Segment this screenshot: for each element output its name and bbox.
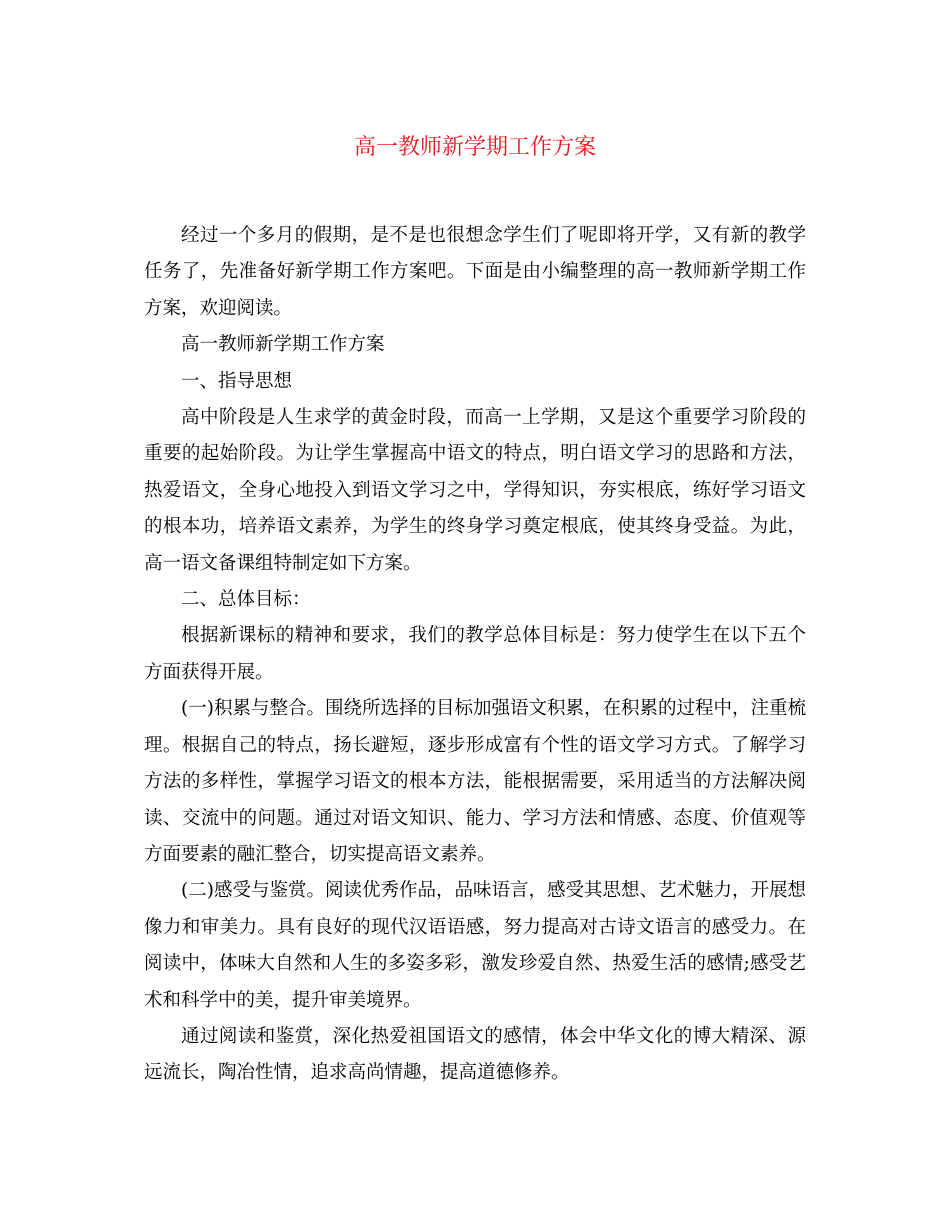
section-heading-guiding-ideology: 一、指导思想 — [181, 370, 293, 392]
paragraph-intro: 经过一个多月的假期，是不是也很想念学生们了呢即将开学，又有新的教学任务了，先准备好新学期工作方案吧。下面是由小编整理的高一教师新学期工作方案，欢迎阅读。 — [144, 225, 806, 319]
document-title: 高一教师新学期工作方案 — [353, 135, 596, 160]
paragraph-heading: 高一教师新学期工作方案 — [181, 334, 385, 356]
paragraph-accumulation-integration: (一)积累与整合。围绕所选择的目标加强语文积累，在积累的过程中，注重梳理。根据自己的特点，扬长避短，逐步形成富有个性的语文学习方式。了解学习方法的多样性，掌握学习语文的根本方法，能根据需要，采用适当的方法解决阅读、交流中的问题。通过对语文知识、能力、学习方法和情感、态度、价值观等方面要素的融汇整合，切实提高语文素养。 — [144, 698, 806, 865]
document-body — [144, 218, 806, 1092]
paragraph-overall-goals: 根据新课标的精神和要求，我们的教学总体目标是：努力使学生在以下五个方面获得开展。 — [144, 625, 806, 683]
paragraph-reading-appreciation: 通过阅读和鉴赏，深化热爱祖国语文的感情，体会中华文化的博大精深、源远流长，陶冶性情，追求高尚情趣，提高道德修养。 — [144, 1025, 806, 1084]
paragraph-appreciation: (二)感受与鉴赏。阅读优秀作品，品味语言，感受其思想、艺术魅力，开展想像力和审美力。具有良好的现代汉语语感，努力提高对古诗文语言的感受力。在阅读中，体味大自然和人生的多姿多彩，激发珍爱自然、热爱生活的感情;感受艺术和科学中的美，提升审美境界。 — [144, 880, 806, 1011]
paragraph-guiding-ideology: 高中阶段是人生求学的黄金时段，而高一上学期，又是这个重要学习阶段的重要的起始阶段。为让学生掌握高中语文的特点，明白语文学习的思路和方法，热爱语文，全身心地投入到语文学习之中，学得知识，夯实根底，练好学习语文的根本功，培养语文素养，为学生的终身学习奠定根底，使其终身受益。为此，高一语文备课组特制定如下方案。 — [144, 407, 806, 574]
section-heading-overall-goals: 二、总体目标： — [181, 589, 311, 611]
